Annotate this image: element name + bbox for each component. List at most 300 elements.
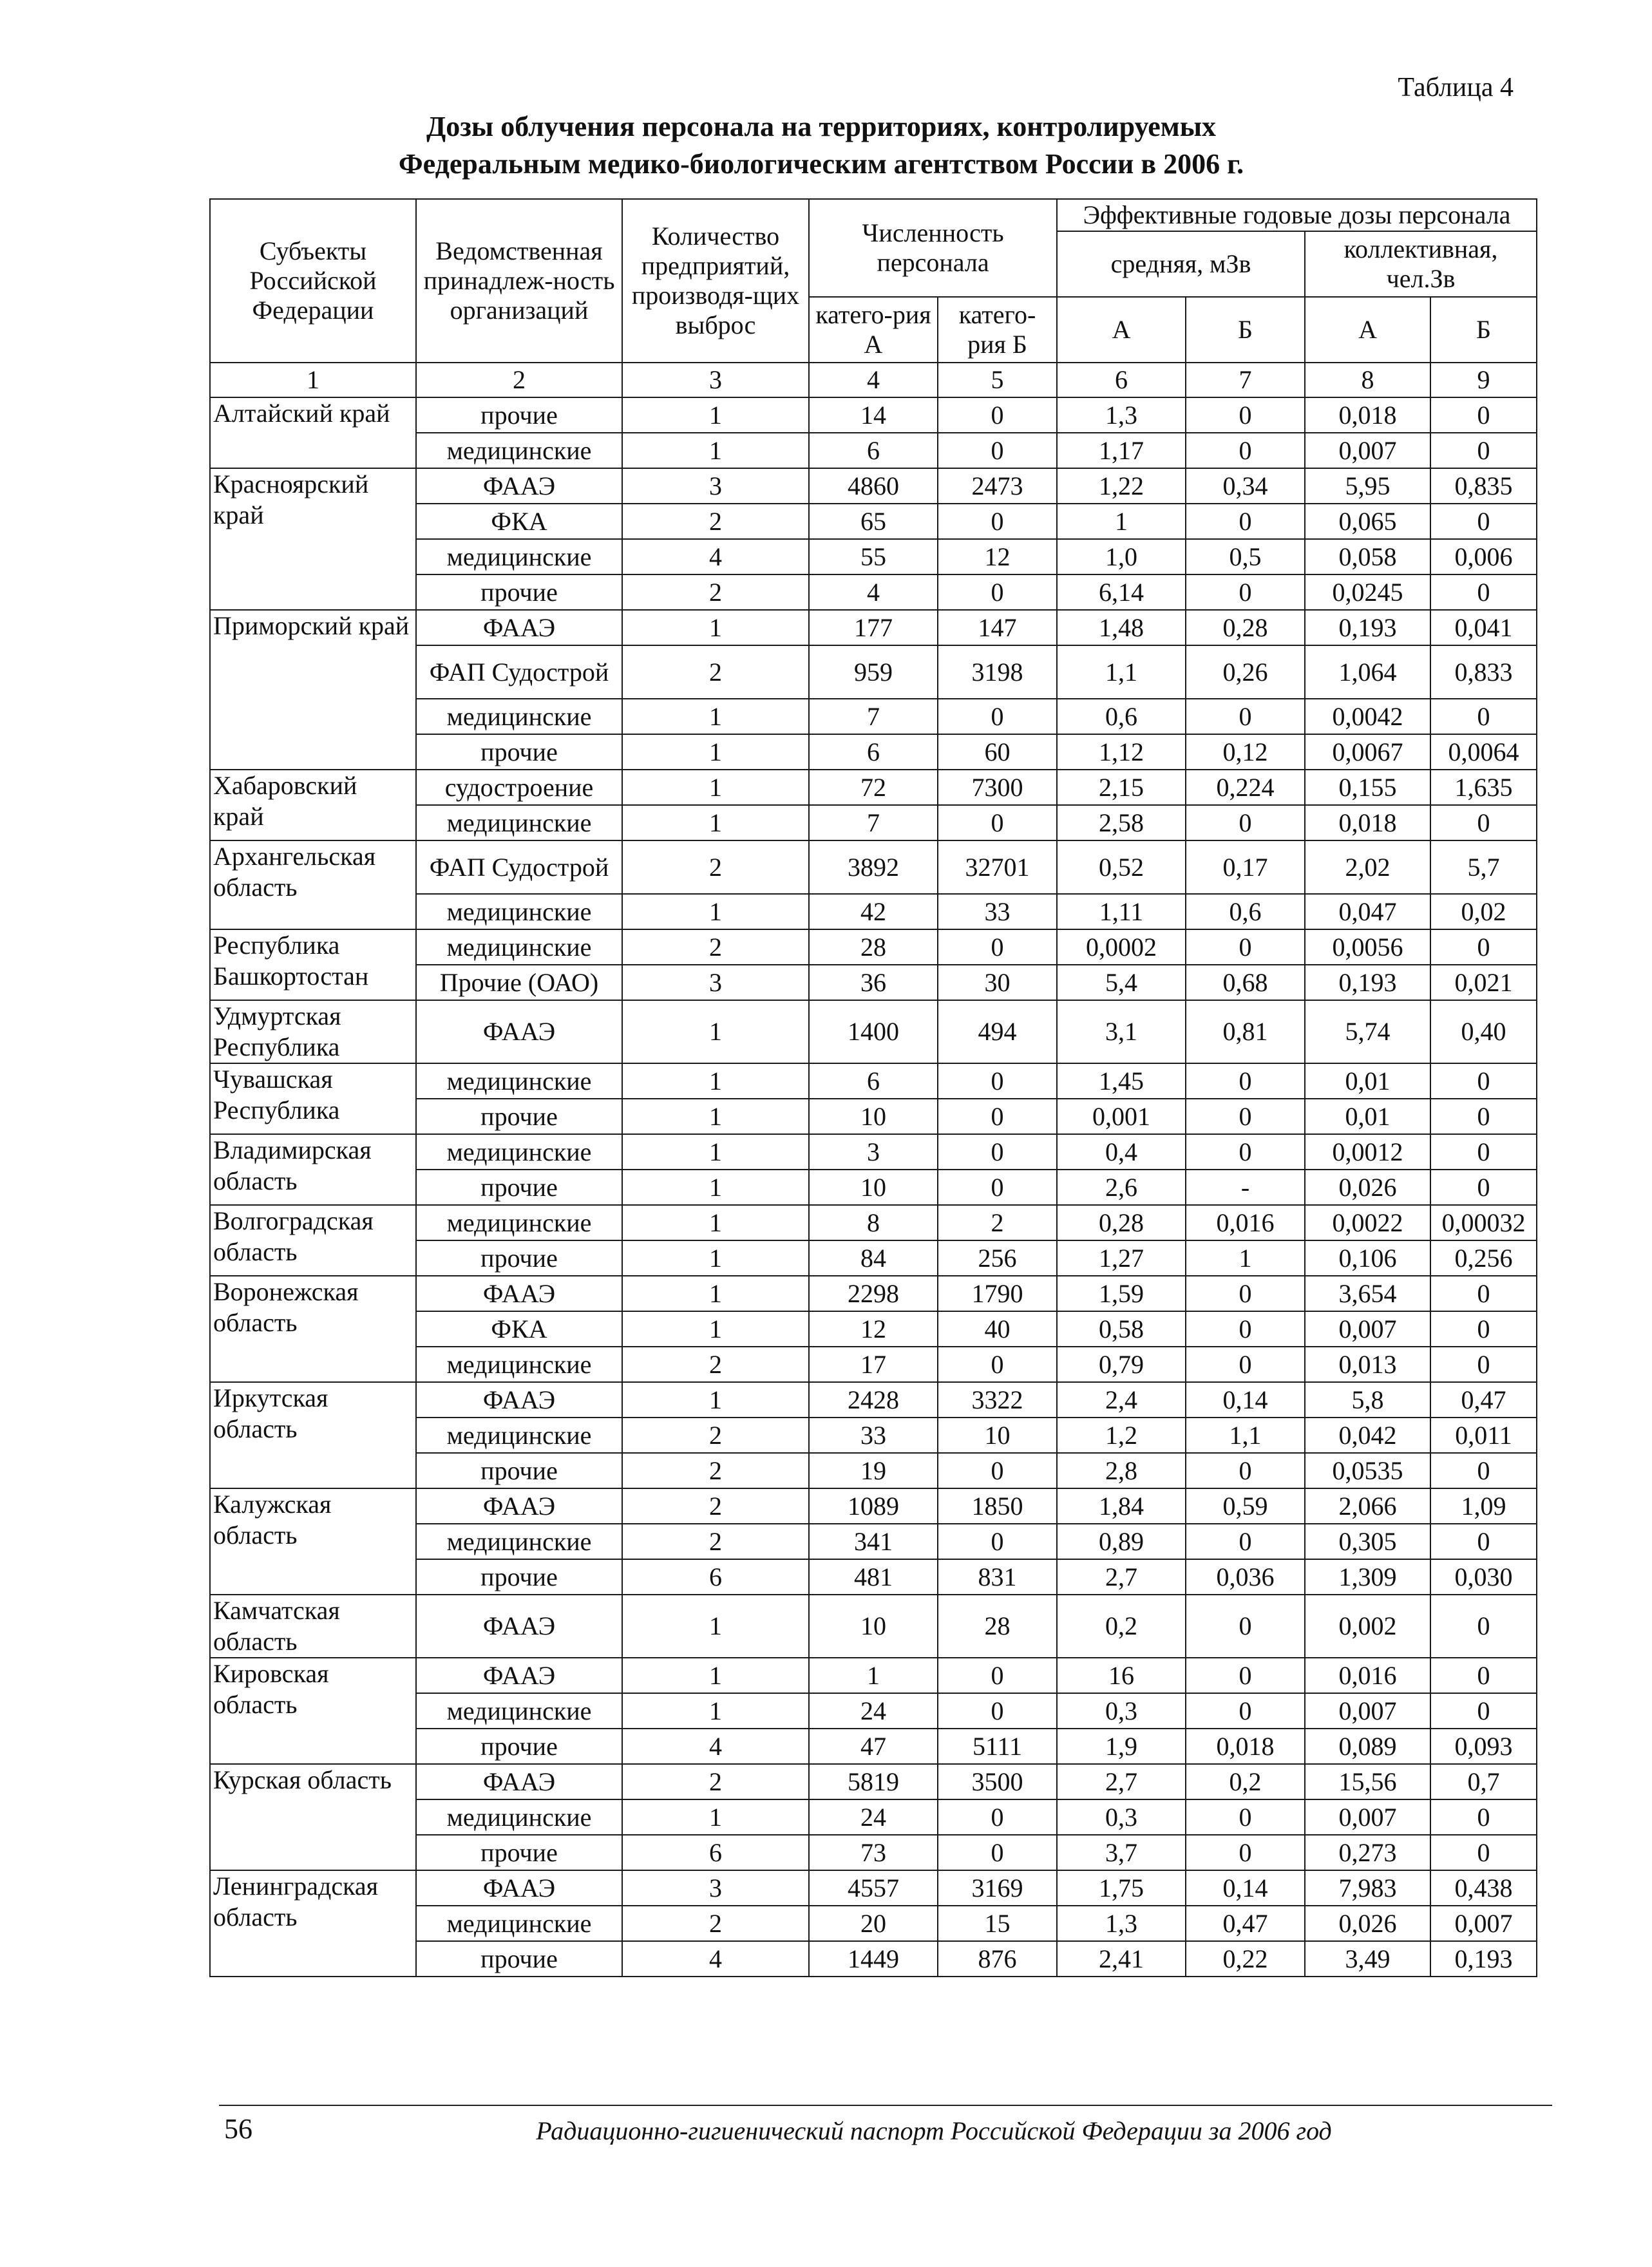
mean-dose-b-cell: 0,81 [1186,1000,1305,1063]
staff-b-cell: 0 [938,929,1057,965]
enterprises-cell: 2 [622,645,809,699]
enterprises-cell: 6 [622,1835,809,1870]
staff-b-cell: 40 [938,1311,1057,1347]
column-number: 9 [1430,363,1537,397]
subject-cell: Воронежская область [210,1276,416,1382]
enterprises-cell: 2 [622,1524,809,1559]
mean-dose-b-cell: 0 [1186,1099,1305,1134]
dose-table [209,198,1537,1977]
collective-dose-b-cell: 0 [1430,1453,1537,1488]
footer-caption: Радиационно-гигиенический паспорт Российской Федерации за 2006 год [536,2116,1332,2145]
mean-dose-b-cell: 0 [1186,929,1305,965]
affiliation-cell: медицинские [416,1134,622,1170]
collective-dose-a-cell: 0,018 [1305,805,1430,840]
mean-dose-b-cell: 0,12 [1186,734,1305,770]
enterprises-cell: 3 [622,1870,809,1906]
staff-b-cell: 876 [938,1941,1057,1977]
column-number: 4 [809,363,938,397]
staff-a-cell: 12 [809,1311,938,1347]
header-category-a: катего-рия А [809,297,938,363]
staff-b-cell: 0 [938,1134,1057,1170]
table-row [210,468,1537,504]
collective-dose-a-cell: 2,066 [1305,1488,1430,1524]
table-row [210,1595,1537,1658]
collective-dose-b-cell: 0,00032 [1430,1205,1537,1240]
mean-dose-a-cell: 1,1 [1057,645,1186,699]
collective-dose-a-cell: 0,002 [1305,1595,1430,1658]
staff-b-cell: 7300 [938,770,1057,805]
mean-dose-b-cell: 0 [1186,1595,1305,1658]
mean-dose-a-cell: 0,3 [1057,1693,1186,1729]
collective-dose-b-cell: 0,093 [1430,1729,1537,1764]
collective-dose-a-cell: 0,013 [1305,1347,1430,1382]
affiliation-cell: медицинские [416,1906,622,1941]
column-number: 8 [1305,363,1430,397]
mean-dose-b-cell: 0,036 [1186,1559,1305,1595]
collective-dose-a-cell: 0,0535 [1305,1453,1430,1488]
mean-dose-a-cell: 1,12 [1057,734,1186,770]
table-row [210,1382,1537,1418]
staff-a-cell: 481 [809,1559,938,1595]
mean-dose-b-cell: 0,2 [1186,1764,1305,1799]
mean-dose-b-cell: 0 [1186,1453,1305,1488]
staff-a-cell: 6 [809,1063,938,1099]
staff-b-cell: 494 [938,1000,1057,1063]
affiliation-cell: медицинские [416,1063,622,1099]
enterprises-cell: 1 [622,699,809,734]
subject-cell: Калужская область [210,1488,416,1595]
affiliation-cell: прочие [416,1729,622,1764]
enterprises-cell: 1 [622,770,809,805]
table-row [210,770,1537,805]
mean-dose-b-cell: 0,14 [1186,1870,1305,1906]
table-header [210,199,1537,397]
collective-dose-a-cell: 15,56 [1305,1764,1430,1799]
staff-a-cell: 7 [809,805,938,840]
subject-cell: Алтайский край [210,397,416,468]
staff-a-cell: 65 [809,504,938,539]
table-number-label: Таблица 4 [1398,73,1514,102]
table-row [210,1658,1537,1693]
mean-dose-b-cell: 0 [1186,1799,1305,1835]
staff-b-cell: 0 [938,397,1057,433]
staff-a-cell: 1 [809,1658,938,1693]
mean-dose-b-cell: 0,224 [1186,770,1305,805]
staff-a-cell: 42 [809,894,938,929]
staff-b-cell: 0 [938,1799,1057,1835]
mean-dose-a-cell: 2,6 [1057,1170,1186,1205]
enterprises-cell: 2 [622,1453,809,1488]
collective-dose-b-cell: 0,007 [1430,1906,1537,1941]
collective-dose-b-cell: 0 [1430,397,1537,433]
collective-dose-a-cell: 0,155 [1305,770,1430,805]
staff-b-cell: 33 [938,894,1057,929]
mean-dose-a-cell: 1,11 [1057,894,1186,929]
staff-b-cell: 0 [938,1099,1057,1134]
collective-dose-b-cell: 0 [1430,1276,1537,1311]
enterprises-cell: 6 [622,1559,809,1595]
mean-dose-b-cell: 0,28 [1186,610,1305,645]
subject-cell: Красноярский край [210,468,416,610]
affiliation-cell: ФКА [416,504,622,539]
affiliation-cell: медицинские [416,929,622,965]
collective-dose-b-cell: 0 [1430,805,1537,840]
mean-dose-a-cell: 2,4 [1057,1382,1186,1418]
table-row [210,929,1537,965]
staff-b-cell: 5111 [938,1729,1057,1764]
collective-dose-b-cell: 0,02 [1430,894,1537,929]
mean-dose-a-cell: 1,3 [1057,1906,1186,1941]
enterprises-cell: 2 [622,1906,809,1941]
enterprises-cell: 3 [622,965,809,1000]
mean-dose-b-cell: 0 [1186,1063,1305,1099]
mean-dose-b-cell: 0,6 [1186,894,1305,929]
table-row [210,1000,1537,1063]
staff-a-cell: 17 [809,1347,938,1382]
staff-b-cell: 1790 [938,1276,1057,1311]
enterprises-cell: 1 [622,1693,809,1729]
staff-b-cell: 0 [938,1835,1057,1870]
subject-cell: Ленинградская область [210,1870,416,1977]
staff-a-cell: 341 [809,1524,938,1559]
affiliation-cell: ФААЭ [416,610,622,645]
collective-dose-a-cell: 0,007 [1305,1311,1430,1347]
mean-dose-b-cell: 0 [1186,1347,1305,1382]
staff-b-cell: 10 [938,1418,1057,1453]
table-row [210,1134,1537,1170]
collective-dose-b-cell: 0,833 [1430,645,1537,699]
staff-b-cell: 60 [938,734,1057,770]
collective-dose-b-cell: 0 [1430,1524,1537,1559]
mean-dose-a-cell: 0,3 [1057,1799,1186,1835]
mean-dose-a-cell: 1,0 [1057,539,1186,574]
staff-b-cell: 0 [938,1347,1057,1382]
affiliation-cell: Прочие (ОАО) [416,965,622,1000]
affiliation-cell: медицинские [416,433,622,468]
enterprises-cell: 3 [622,468,809,504]
staff-a-cell: 20 [809,1906,938,1941]
collective-dose-a-cell: 0,089 [1305,1729,1430,1764]
column-number: 1 [210,363,416,397]
collective-dose-a-cell: 5,74 [1305,1000,1430,1063]
collective-dose-b-cell: 0,438 [1430,1870,1537,1906]
collective-dose-a-cell: 0,026 [1305,1170,1430,1205]
mean-dose-a-cell: 2,15 [1057,770,1186,805]
mean-dose-a-cell: 1,45 [1057,1063,1186,1099]
affiliation-cell: ФААЭ [416,468,622,504]
collective-dose-b-cell: 0 [1430,1658,1537,1693]
subject-cell: Удмуртская Республика [210,1000,416,1063]
collective-dose-b-cell: 0 [1430,504,1537,539]
mean-dose-a-cell: 0,89 [1057,1524,1186,1559]
collective-dose-a-cell: 1,064 [1305,645,1430,699]
column-number: 2 [416,363,622,397]
affiliation-cell: прочие [416,1453,622,1488]
mean-dose-b-cell: 0 [1186,1835,1305,1870]
mean-dose-b-cell: 0,68 [1186,965,1305,1000]
collective-dose-b-cell: 0 [1430,1099,1537,1134]
staff-b-cell: 0 [938,1453,1057,1488]
affiliation-cell: прочие [416,1835,622,1870]
mean-dose-a-cell: 0,79 [1057,1347,1186,1382]
header-effective-doses: Эффективные годовые дозы персонала [1057,199,1537,231]
staff-a-cell: 4 [809,574,938,610]
mean-dose-b-cell: 0 [1186,1524,1305,1559]
collective-dose-a-cell: 5,8 [1305,1382,1430,1418]
affiliation-cell: медицинские [416,1524,622,1559]
collective-dose-a-cell: 0,007 [1305,1693,1430,1729]
affiliation-cell: медицинские [416,699,622,734]
collective-dose-a-cell: 0,016 [1305,1658,1430,1693]
table-row [210,1764,1537,1799]
mean-dose-a-cell: 1,17 [1057,433,1186,468]
staff-b-cell: 28 [938,1595,1057,1658]
enterprises-cell: 2 [622,929,809,965]
mean-dose-b-cell: 0 [1186,574,1305,610]
header-category-b: катего-рия Б [938,297,1057,363]
mean-dose-a-cell: 0,28 [1057,1205,1186,1240]
table-row [210,397,1537,433]
staff-b-cell: 0 [938,504,1057,539]
staff-a-cell: 36 [809,965,938,1000]
mean-dose-b-cell: 0 [1186,433,1305,468]
table-row [210,1870,1537,1906]
staff-a-cell: 55 [809,539,938,574]
affiliation-cell: ФААЭ [416,1488,622,1524]
subject-cell: Хабаровский край [210,770,416,840]
mean-dose-a-cell: 0,6 [1057,699,1186,734]
mean-dose-b-cell: 0,26 [1186,645,1305,699]
collective-dose-b-cell: 0 [1430,1170,1537,1205]
affiliation-cell: прочие [416,397,622,433]
header-mean-b: Б [1186,297,1305,363]
header-collective-a: А [1305,297,1430,363]
staff-a-cell: 5819 [809,1764,938,1799]
staff-a-cell: 24 [809,1799,938,1835]
enterprises-cell: 1 [622,734,809,770]
collective-dose-a-cell: 0,0022 [1305,1205,1430,1240]
collective-dose-b-cell: 0,7 [1430,1764,1537,1799]
collective-dose-a-cell: 0,193 [1305,610,1430,645]
enterprises-cell: 1 [622,1000,809,1063]
mean-dose-b-cell: 0 [1186,699,1305,734]
collective-dose-a-cell: 0,01 [1305,1063,1430,1099]
column-number: 5 [938,363,1057,397]
staff-b-cell: 0 [938,805,1057,840]
mean-dose-b-cell: 1 [1186,1240,1305,1276]
collective-dose-b-cell: 1,635 [1430,770,1537,805]
enterprises-cell: 2 [622,840,809,894]
staff-a-cell: 72 [809,770,938,805]
collective-dose-b-cell: 0 [1430,1063,1537,1099]
staff-b-cell: 3198 [938,645,1057,699]
enterprises-cell: 1 [622,1134,809,1170]
subject-cell: Камчатская область [210,1595,416,1658]
staff-a-cell: 2428 [809,1382,938,1418]
enterprises-cell: 2 [622,1488,809,1524]
mean-dose-b-cell: 0,22 [1186,1941,1305,1977]
enterprises-cell: 1 [622,1099,809,1134]
collective-dose-b-cell: 0,0064 [1430,734,1537,770]
mean-dose-a-cell: 0,001 [1057,1099,1186,1134]
collective-dose-b-cell: 0 [1430,1693,1537,1729]
mean-dose-b-cell: - [1186,1170,1305,1205]
mean-dose-b-cell: 0 [1186,1276,1305,1311]
collective-dose-b-cell: 0,006 [1430,539,1537,574]
affiliation-cell: прочие [416,1941,622,1977]
collective-dose-b-cell: 5,7 [1430,840,1537,894]
enterprises-cell: 1 [622,1063,809,1099]
affiliation-cell: прочие [416,1559,622,1595]
mean-dose-a-cell: 16 [1057,1658,1186,1693]
collective-dose-a-cell: 0,042 [1305,1418,1430,1453]
staff-b-cell: 0 [938,1658,1057,1693]
header-mean-dose: средняя, мЗв [1057,231,1305,297]
affiliation-cell: медицинские [416,894,622,929]
mean-dose-a-cell: 0,4 [1057,1134,1186,1170]
staff-a-cell: 33 [809,1418,938,1453]
mean-dose-a-cell: 3,7 [1057,1835,1186,1870]
table-title [322,108,1320,183]
staff-a-cell: 6 [809,734,938,770]
collective-dose-a-cell: 3,654 [1305,1276,1430,1311]
collective-dose-b-cell: 0 [1430,1311,1537,1347]
collective-dose-b-cell: 0 [1430,1595,1537,1658]
table-row [210,1488,1537,1524]
mean-dose-a-cell: 1,27 [1057,1240,1186,1276]
mean-dose-a-cell: 2,58 [1057,805,1186,840]
mean-dose-a-cell: 2,41 [1057,1941,1186,1977]
mean-dose-b-cell: 0,59 [1186,1488,1305,1524]
table-row [210,1063,1537,1099]
staff-a-cell: 47 [809,1729,938,1764]
subject-cell: Чувашская Республика [210,1063,416,1134]
affiliation-cell: медицинские [416,539,622,574]
table-row [210,1276,1537,1311]
page-number: 56 [224,2113,252,2145]
mean-dose-a-cell: 2,7 [1057,1559,1186,1595]
staff-b-cell: 256 [938,1240,1057,1276]
affiliation-cell: медицинские [416,805,622,840]
mean-dose-b-cell: 0 [1186,1311,1305,1347]
enterprises-cell: 4 [622,1941,809,1977]
collective-dose-b-cell: 0,011 [1430,1418,1537,1453]
mean-dose-a-cell: 2,7 [1057,1764,1186,1799]
staff-a-cell: 10 [809,1099,938,1134]
staff-a-cell: 3 [809,1134,938,1170]
staff-b-cell: 0 [938,1693,1057,1729]
mean-dose-a-cell: 1,22 [1057,468,1186,504]
collective-dose-b-cell: 0,021 [1430,965,1537,1000]
collective-dose-a-cell: 0,193 [1305,965,1430,1000]
staff-a-cell: 24 [809,1693,938,1729]
enterprises-cell: 4 [622,539,809,574]
table-row [210,840,1537,894]
affiliation-cell: прочие [416,1240,622,1276]
mean-dose-a-cell: 2,8 [1057,1453,1186,1488]
collective-dose-a-cell: 0,058 [1305,539,1430,574]
header-mean-a: А [1057,297,1186,363]
enterprises-cell: 1 [622,1595,809,1658]
collective-dose-b-cell: 0,041 [1430,610,1537,645]
collective-dose-b-cell: 1,09 [1430,1488,1537,1524]
subject-cell: Кировская область [210,1658,416,1764]
table-row [210,610,1537,645]
collective-dose-b-cell: 0 [1430,574,1537,610]
title-line-1: Дозы облучения персонала на территориях, контролируемых [426,111,1217,142]
subject-cell: Курская область [210,1764,416,1870]
header-enterprises: Количество предприятий, производя-щих выброс [622,199,809,363]
column-number: 7 [1186,363,1305,397]
collective-dose-a-cell: 0,0056 [1305,929,1430,965]
staff-b-cell: 2 [938,1205,1057,1240]
mean-dose-b-cell: 0,17 [1186,840,1305,894]
collective-dose-a-cell: 0,018 [1305,397,1430,433]
collective-dose-b-cell: 0 [1430,1347,1537,1382]
mean-dose-a-cell: 1,2 [1057,1418,1186,1453]
column-number-row [210,363,1537,397]
staff-b-cell: 0 [938,433,1057,468]
staff-a-cell: 1089 [809,1488,938,1524]
subject-cell: Иркутская область [210,1382,416,1488]
collective-dose-a-cell: 0,0067 [1305,734,1430,770]
staff-b-cell: 831 [938,1559,1057,1595]
header-collective-dose: коллективная, чел.Зв [1305,231,1537,297]
mean-dose-b-cell: 0 [1186,397,1305,433]
staff-a-cell: 6 [809,433,938,468]
enterprises-cell: 1 [622,1311,809,1347]
mean-dose-b-cell: 0,34 [1186,468,1305,504]
header-subject: Субъекты Российской Федерации [210,199,416,363]
affiliation-cell: медицинские [416,1347,622,1382]
staff-b-cell: 32701 [938,840,1057,894]
collective-dose-a-cell: 5,95 [1305,468,1430,504]
affiliation-cell: судостроение [416,770,622,805]
title-line-2: Федеральным медико-биологическим агентством России в 2006 г. [398,148,1244,180]
collective-dose-a-cell: 0,01 [1305,1099,1430,1134]
mean-dose-a-cell: 0,0002 [1057,929,1186,965]
collective-dose-a-cell: 0,273 [1305,1835,1430,1870]
table-row [210,1205,1537,1240]
enterprises-cell: 1 [622,1240,809,1276]
staff-a-cell: 19 [809,1453,938,1488]
enterprises-cell: 1 [622,894,809,929]
collective-dose-a-cell: 0,065 [1305,504,1430,539]
enterprises-cell: 2 [622,1347,809,1382]
mean-dose-b-cell: 0,47 [1186,1906,1305,1941]
table-body [210,397,1537,1977]
affiliation-cell: медицинские [416,1205,622,1240]
collective-dose-a-cell: 0,106 [1305,1240,1430,1276]
collective-dose-a-cell: 7,983 [1305,1870,1430,1906]
affiliation-cell: ФААЭ [416,1000,622,1063]
enterprises-cell: 1 [622,610,809,645]
affiliation-cell: ФАП Судострой [416,645,622,699]
staff-a-cell: 10 [809,1595,938,1658]
mean-dose-a-cell: 0,2 [1057,1595,1186,1658]
mean-dose-b-cell: 1,1 [1186,1418,1305,1453]
enterprises-cell: 2 [622,574,809,610]
enterprises-cell: 1 [622,1276,809,1311]
mean-dose-b-cell: 0 [1186,504,1305,539]
mean-dose-a-cell: 1,3 [1057,397,1186,433]
affiliation-cell: медицинские [416,1799,622,1835]
header-affiliation: Ведомственная принадлеж-ность организаций [416,199,622,363]
subject-cell: Республика Башкортостан [210,929,416,1000]
collective-dose-a-cell: 0,0245 [1305,574,1430,610]
collective-dose-a-cell: 0,007 [1305,433,1430,468]
staff-a-cell: 959 [809,645,938,699]
